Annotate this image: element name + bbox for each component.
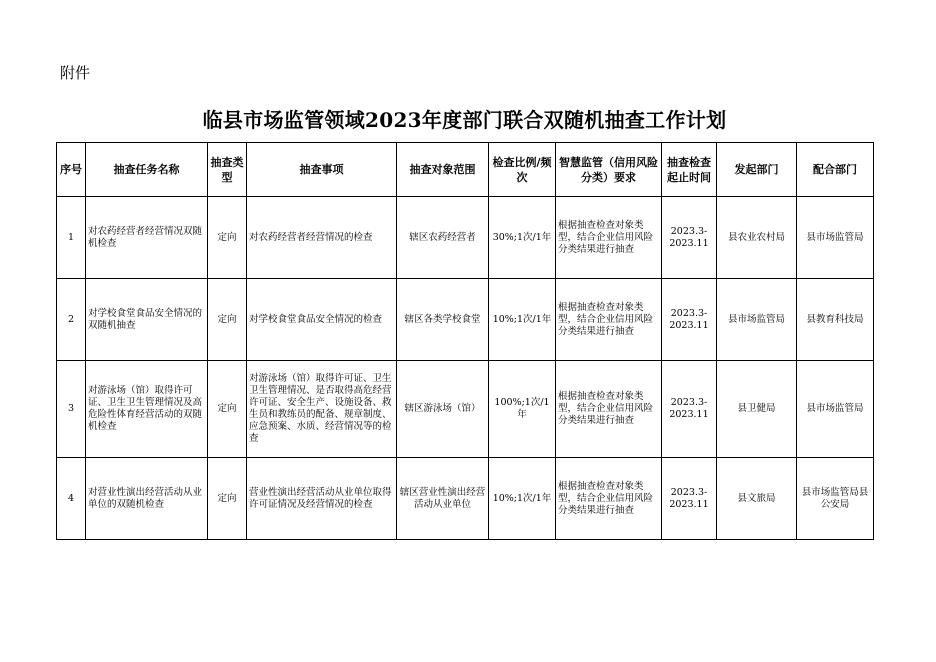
header-scope: 抽查对象范围 [397,143,489,197]
cell-cooperator: 县教育科技局 [797,279,874,361]
table-row [57,458,874,540]
cell-initiator: 县市场监管局 [717,279,797,361]
cell-cooperator: 县市场监管局 [797,197,874,279]
cell-seq: 4 [57,458,86,540]
cell-type: 定向 [208,279,247,361]
cell-type: 定向 [208,361,247,458]
table-row [57,197,874,279]
cell-smart: 根据抽查检查对象类型，结合企业信用风险分类结果进行抽查 [556,197,662,279]
cell-ratio: 100%;1次/1年 [489,361,556,458]
cell-task-name: 对学校食堂食品安全情况的双随机抽查 [86,279,208,361]
table-row [57,279,874,361]
header-cooperator: 配合部门 [797,143,874,197]
cell-task-name: 对营业性演出经营活动从业单位的双随机检查 [86,458,208,540]
cell-cooperator: 县市场监管局 [797,361,874,458]
cell-task-name: 对游泳场（馆）取得许可证、卫生卫生管理情况及高危险性体育经营活动的双随机检查 [86,361,208,458]
cell-task-name: 对农药经营者经营情况双随机检查 [86,197,208,279]
plan-table [56,142,874,540]
header-items: 抽查事项 [247,143,397,197]
header-task-name: 抽查任务名称 [86,143,208,197]
cell-items: 营业性演出经营活动从业单位取得许可证情况及经营情况的检查 [247,458,397,540]
attachment-label: 附件 [60,64,91,82]
cell-smart: 根据抽查检查对象类型，结合企业信用风险分类结果进行抽查 [556,458,662,540]
header-initiator: 发起部门 [717,143,797,197]
cell-scope: 辖区各类学校食堂 [397,279,489,361]
cell-period: 2023.3-2023.11 [662,279,717,361]
table-row [57,361,874,458]
cell-type: 定向 [208,197,247,279]
cell-initiator: 县农业农村局 [717,197,797,279]
cell-smart: 根据抽查检查对象类型，结合企业信用风险分类结果进行抽查 [556,361,662,458]
header-type: 抽查类型 [208,143,247,197]
cell-type: 定向 [208,458,247,540]
cell-seq: 2 [57,279,86,361]
cell-items: 对农药经营者经营情况的检查 [247,197,397,279]
cell-items: 对游泳场（馆）取得许可证、卫生卫生管理情况、是否取得高危经营许可证、安全生产、设施设备、救生员和教练员的配备、规章制度、应急预案、水质、经营情况等的检查 [247,361,397,458]
header-period: 抽查检查起止时间 [662,143,717,197]
cell-cooperator: 县市场监管局县公安局 [797,458,874,540]
cell-smart: 根据抽查检查对象类型，结合企业信用风险分类结果进行抽查 [556,279,662,361]
cell-ratio: 10%;1次/1年 [489,279,556,361]
cell-ratio: 30%;1次/1年 [489,197,556,279]
table-header-row [57,143,874,197]
cell-initiator: 县文旅局 [717,458,797,540]
cell-ratio: 10%;1次/1年 [489,458,556,540]
header-smart: 智慧监管（信用风险分类）要求 [556,143,662,197]
header-ratio: 检查比例/频次 [489,143,556,197]
cell-initiator: 县卫健局 [717,361,797,458]
header-seq: 序号 [57,143,86,197]
cell-period: 2023.3-2023.11 [662,197,717,279]
cell-seq: 1 [57,197,86,279]
cell-items: 对学校食堂食品安全情况的检查 [247,279,397,361]
cell-seq: 3 [57,361,86,458]
cell-scope: 辖区农药经营者 [397,197,489,279]
cell-scope: 辖区营业性演出经营活动从业单位 [397,458,489,540]
cell-period: 2023.3-2023.11 [662,458,717,540]
page-title: 临县市场监管领域2023年度部门联合双随机抽查工作计划 [202,108,727,132]
cell-period: 2023.3-2023.11 [662,361,717,458]
cell-scope: 辖区游泳场（馆） [397,361,489,458]
